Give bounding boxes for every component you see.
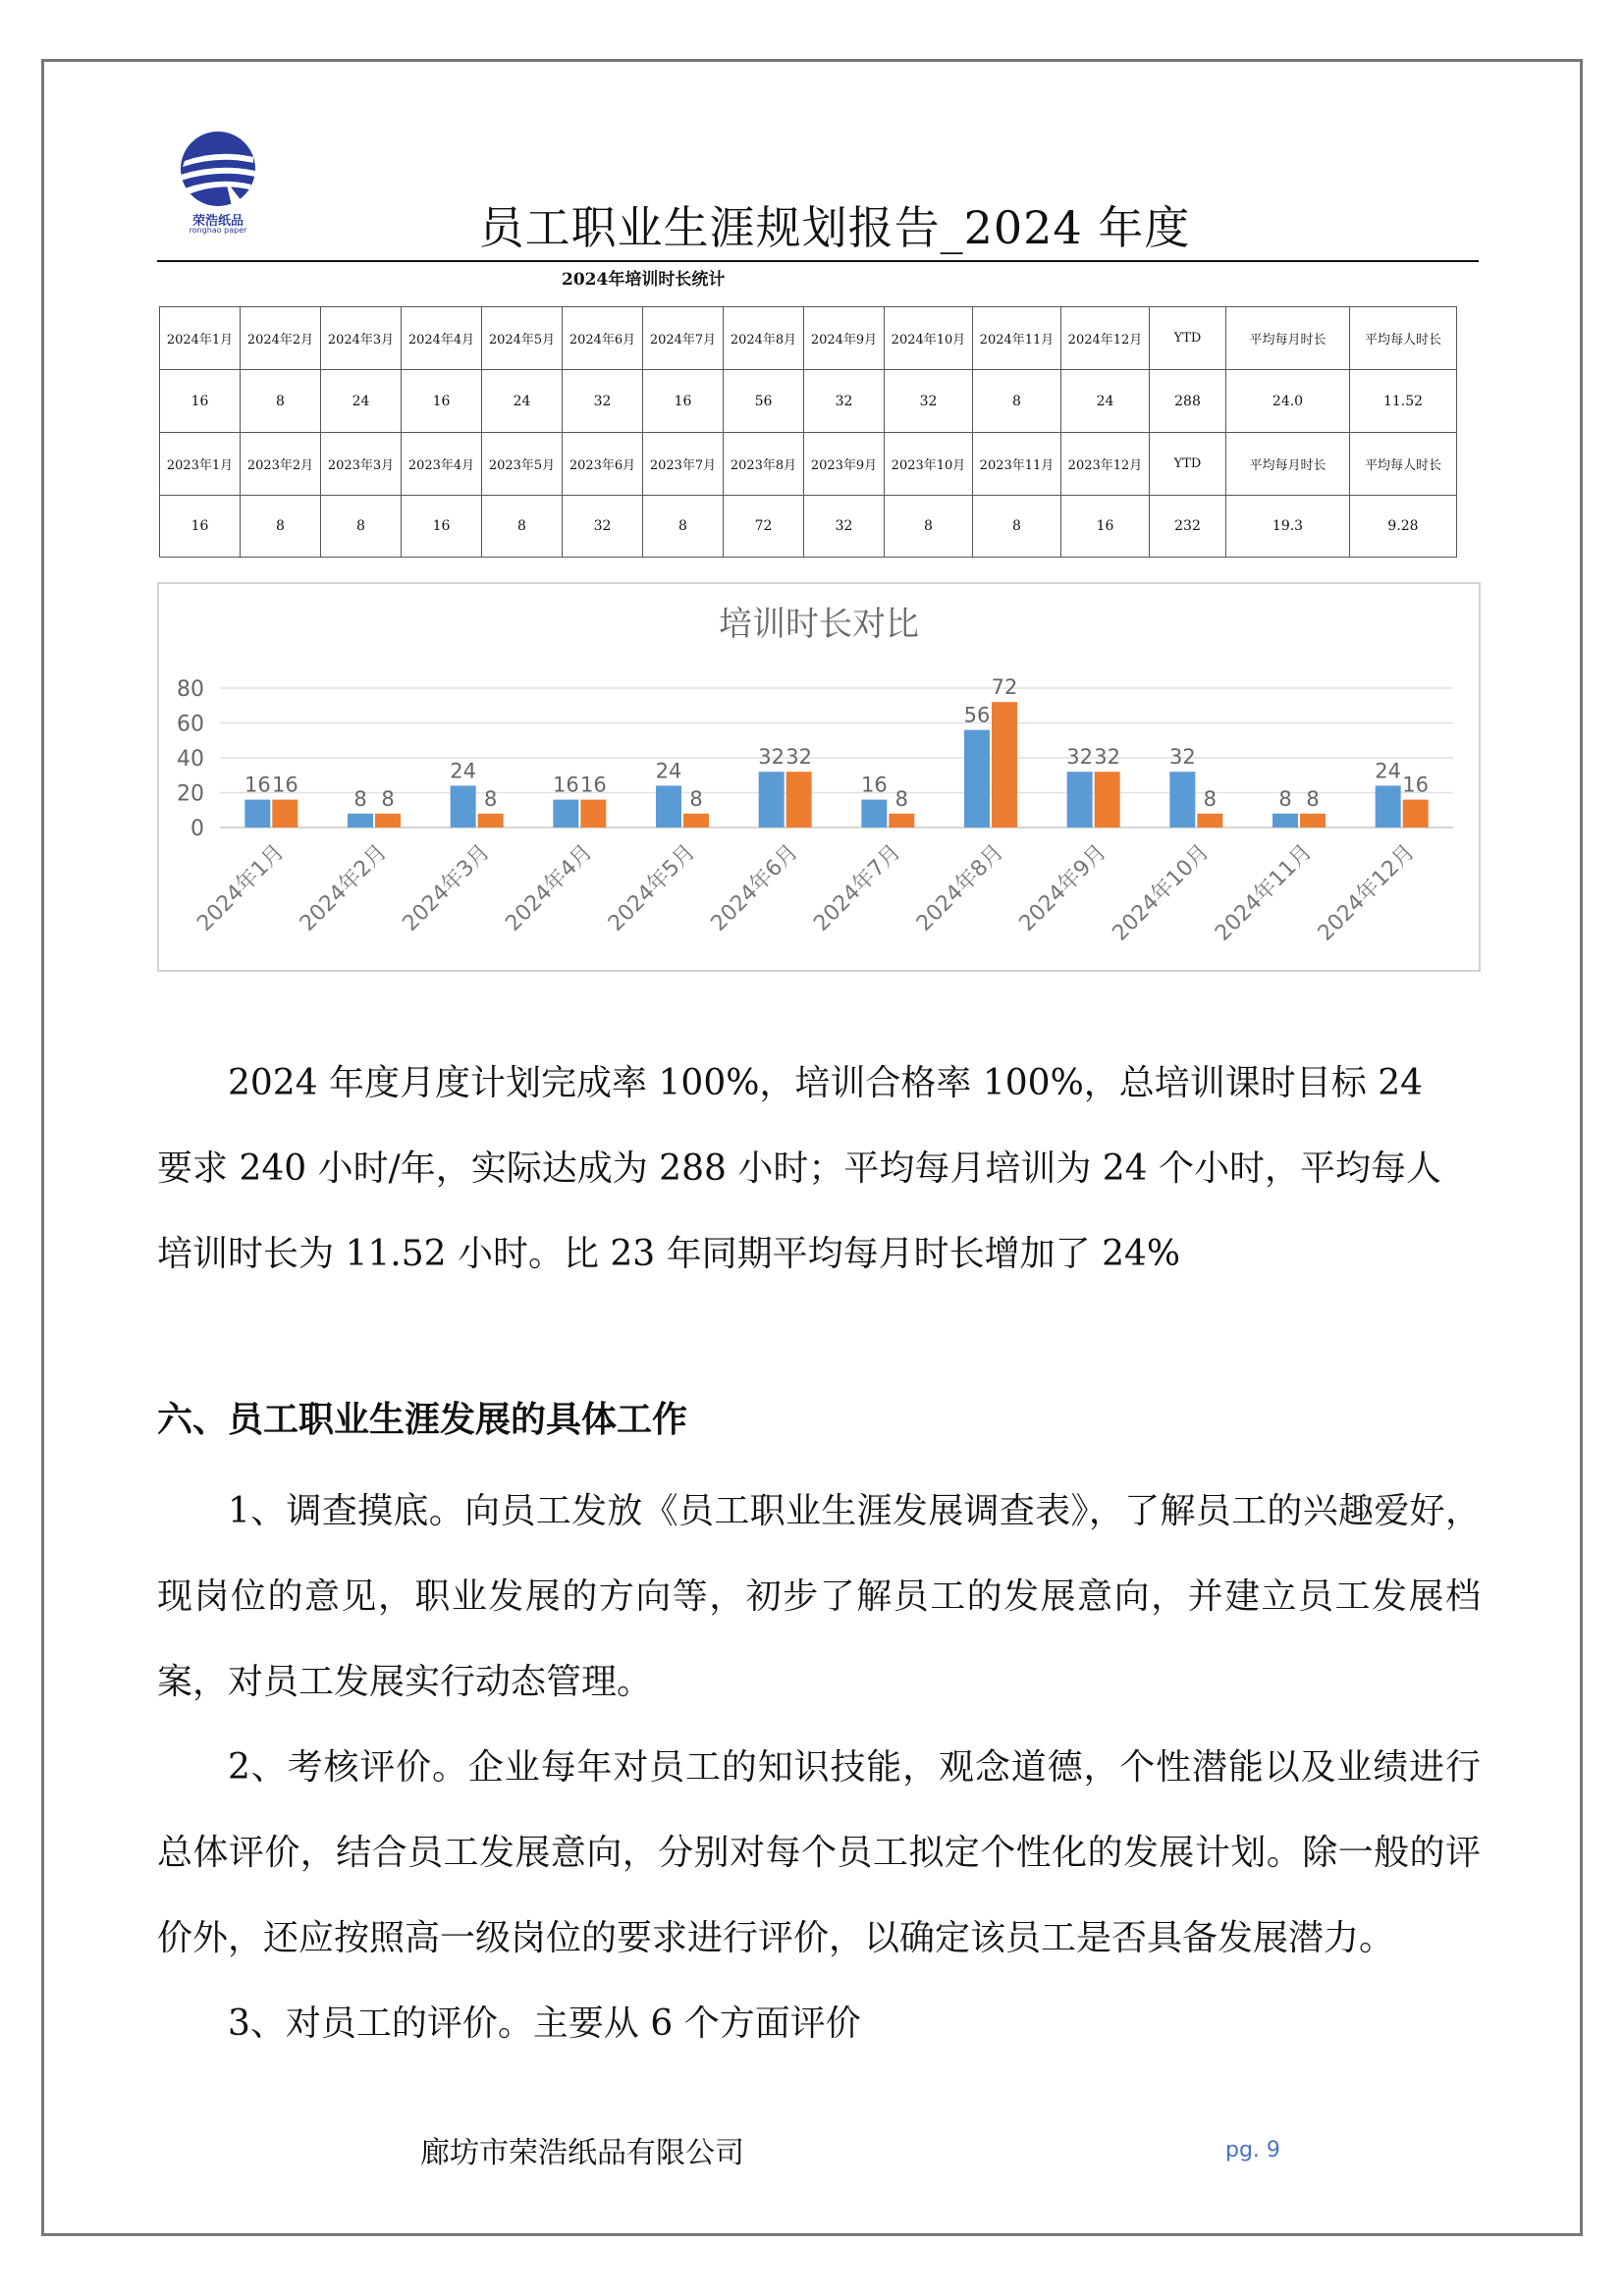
table-cell: YTD (1149, 306, 1225, 369)
table-cell: 2023年8月 (723, 432, 803, 495)
data-label: 16 (271, 773, 298, 797)
table-cell: 平均每人时长 (1349, 306, 1457, 369)
bar (553, 800, 578, 828)
table-cell: 2024年5月 (481, 306, 562, 369)
table-cell: 2023年6月 (562, 432, 642, 495)
data-label: 16 (860, 773, 888, 797)
data-label: 24 (450, 759, 477, 783)
chart-canvas (159, 584, 1479, 970)
bar (786, 772, 812, 828)
work-item-3: 3、对员工的评价。主要从 6 个方面评价 (228, 2003, 861, 2044)
table-cell: 16 (1060, 495, 1149, 558)
bar (964, 730, 990, 828)
bar (580, 800, 606, 828)
table-cell: 24 (1060, 369, 1149, 432)
table-cell: 24.0 (1225, 369, 1349, 432)
page-number: pg. 9 (1225, 2138, 1280, 2163)
training-hours-chart (157, 582, 1481, 972)
table-cell: 16 (642, 369, 723, 432)
table-cell: 平均每人时长 (1349, 432, 1457, 495)
data-label: 24 (1375, 759, 1402, 783)
summary-paragraph (157, 1041, 1481, 1297)
bar (656, 785, 681, 828)
bar (478, 814, 504, 828)
data-label: 8 (1203, 786, 1218, 811)
data-label: 16 (244, 773, 271, 797)
bar (1197, 814, 1222, 828)
bar (992, 702, 1017, 828)
table-cell: 2024年6月 (562, 306, 642, 369)
data-label: 72 (991, 675, 1018, 700)
y-tick-label: 80 (177, 677, 204, 702)
table-cell: 2023年1月 (159, 432, 240, 495)
x-tick-label: 2024年12月 (1313, 839, 1420, 946)
table-cell: 8 (240, 369, 320, 432)
table-cell: 8 (320, 495, 401, 558)
chart-title: 培训时长对比 (719, 605, 919, 644)
table-cell: 9.28 (1349, 495, 1457, 558)
table-cell: 72 (723, 495, 803, 558)
training-hours-table (159, 265, 1475, 556)
table-cell: 2024年9月 (803, 306, 884, 369)
bar (451, 785, 476, 828)
data-label: 32 (785, 745, 813, 770)
bar (375, 814, 401, 828)
summary-line-2: 要求 240 小时/年，实际达成为 288 小时；平均每月培训为 24 个小时，平均每人 (157, 1148, 1442, 1189)
x-tick-label: 2024年7月 (809, 839, 906, 936)
bar (861, 800, 887, 828)
bar (889, 814, 914, 828)
table-cell: 16 (401, 495, 481, 558)
table-cell: 2024年3月 (320, 306, 401, 369)
table-cell: 8 (972, 495, 1060, 558)
table-cell: 2024年1月 (159, 306, 240, 369)
data-label: 32 (758, 745, 785, 770)
table-cell: 32 (803, 369, 884, 432)
bar (1272, 814, 1298, 828)
table-cell: 2024年7月 (642, 306, 723, 369)
table-cell: 24 (481, 369, 562, 432)
table-cell: 2023年3月 (320, 432, 401, 495)
table-cell: 24 (320, 369, 401, 432)
data-label: 8 (381, 786, 395, 811)
logo-text: 荣浩纸品 (191, 214, 244, 229)
table-cell: 8 (884, 495, 972, 558)
table-cell: YTD (1149, 432, 1225, 495)
table-caption-row (159, 265, 1475, 306)
data-label: 16 (579, 773, 607, 797)
document-title: 员工职业生涯规划报告_2024 年度 (478, 201, 1191, 254)
bar (1067, 772, 1093, 828)
table-cell: 平均每月时长 (1225, 432, 1349, 495)
table-cell: 11.52 (1349, 369, 1457, 432)
table-cell: 2023年7月 (642, 432, 723, 495)
table-cell: 32 (803, 495, 884, 558)
table-cell: 8 (642, 495, 723, 558)
bar (1300, 814, 1326, 828)
table-cell: 2024年10月 (884, 306, 972, 369)
data-label: 8 (1306, 786, 1320, 811)
x-tick-label: 2024年6月 (706, 839, 803, 936)
table-cell: 2023年5月 (481, 432, 562, 495)
section-heading: 六、员工职业生涯发展的具体工作 (157, 1400, 688, 1440)
table-cell: 2023年2月 (240, 432, 320, 495)
table-cell: 平均每月时长 (1225, 306, 1349, 369)
bar (272, 800, 298, 828)
data-label: 8 (894, 786, 909, 811)
bar (683, 814, 709, 828)
work-item-2: 2、考核评价。企业每年对员工的知识技能，观念道德，个性潜能以及业绩进行总体评价，结合员工发展意向，分别对每个员工拟定个性化的发展计划。除一般的评价外，还应按照高一级岗位的要求进行评价，以确定该员工是否具备发展潜力。 (157, 1747, 1481, 1958)
summary-line-3: 培训时长为 11.52 小时。比 23 年同期平均每月时长增加了 24% (157, 1234, 1181, 1274)
table-cell: 232 (1149, 495, 1225, 558)
work-item-1: 1、调查摸底。向员工发放《员工职业生涯发展调查表》，了解员工的兴趣爱好，现岗位的意见，职业发展的方向等，初步了解员工的发展意向，并建立员工发展档案，对员工发展实行动态管理。 (157, 1491, 1481, 1702)
table-cell: 2024年4月 (401, 306, 481, 369)
table-cell: 8 (481, 495, 562, 558)
table-cell: 32 (884, 369, 972, 432)
data-label: 8 (1278, 786, 1292, 811)
data-label: 8 (483, 786, 498, 811)
table-cell: 2023年10月 (884, 432, 972, 495)
x-tick-label: 2024年11月 (1211, 839, 1318, 946)
y-tick-label: 60 (177, 712, 204, 737)
table-cell: 8 (240, 495, 320, 558)
data-label: 8 (353, 786, 367, 811)
data-label: 16 (1402, 773, 1430, 797)
data-label: 8 (689, 786, 703, 811)
table-cell: 16 (159, 369, 240, 432)
y-tick-label: 20 (177, 781, 204, 807)
x-tick-label: 2024年2月 (295, 839, 393, 936)
table-cell: 2023年12月 (1060, 432, 1149, 495)
y-tick-label: 40 (177, 747, 204, 772)
bar (244, 800, 270, 828)
table-cell: 16 (401, 369, 481, 432)
x-tick-label: 2024年4月 (501, 839, 598, 936)
table-cell: 56 (723, 369, 803, 432)
table-cell: 32 (562, 369, 642, 432)
data-label: 56 (963, 703, 991, 727)
bar (1403, 800, 1429, 828)
bar (1169, 772, 1195, 828)
logo-subtext: ronghao paper (189, 226, 247, 235)
table-cell: 2023年9月 (803, 432, 884, 495)
work-items (157, 1468, 1481, 2066)
table-cell: 288 (1149, 369, 1225, 432)
x-tick-label: 2024年9月 (1014, 839, 1111, 936)
table-cell: 19.3 (1225, 495, 1349, 558)
table-cell: 2024年11月 (972, 306, 1060, 369)
bar (1095, 772, 1120, 828)
bar (348, 814, 373, 828)
footer-company: 廊坊市荣浩纸品有限公司 (420, 2136, 744, 2170)
table-cell: 2023年4月 (401, 432, 481, 495)
data-label: 32 (1066, 745, 1094, 770)
table-cell: 2024年12月 (1060, 306, 1149, 369)
y-tick-label: 0 (190, 817, 204, 841)
data-label: 16 (552, 773, 579, 797)
data-label: 32 (1168, 745, 1196, 770)
table-cell: 32 (562, 495, 642, 558)
header-rule (157, 260, 1479, 262)
table-cell: 2023年11月 (972, 432, 1060, 495)
data-label: 32 (1094, 745, 1121, 770)
table-caption: 2024年培训时长统计 (562, 270, 726, 290)
bar (1376, 785, 1401, 828)
table-cell: 2024年8月 (723, 306, 803, 369)
table-cell: 8 (972, 369, 1060, 432)
x-tick-label: 2024年10月 (1108, 839, 1215, 946)
summary-line-1: 2024 年度月度计划完成率 100%，培训合格率 100%，总培训课时目标 24 (228, 1063, 1424, 1103)
x-tick-label: 2024年8月 (911, 839, 1009, 936)
data-label: 24 (655, 759, 682, 783)
table-cell: 16 (159, 495, 240, 558)
table-cell: 2024年2月 (240, 306, 320, 369)
x-tick-label: 2024年1月 (192, 839, 290, 936)
x-tick-label: 2024年3月 (398, 839, 495, 936)
x-tick-label: 2024年5月 (603, 839, 701, 936)
bar (759, 772, 785, 828)
